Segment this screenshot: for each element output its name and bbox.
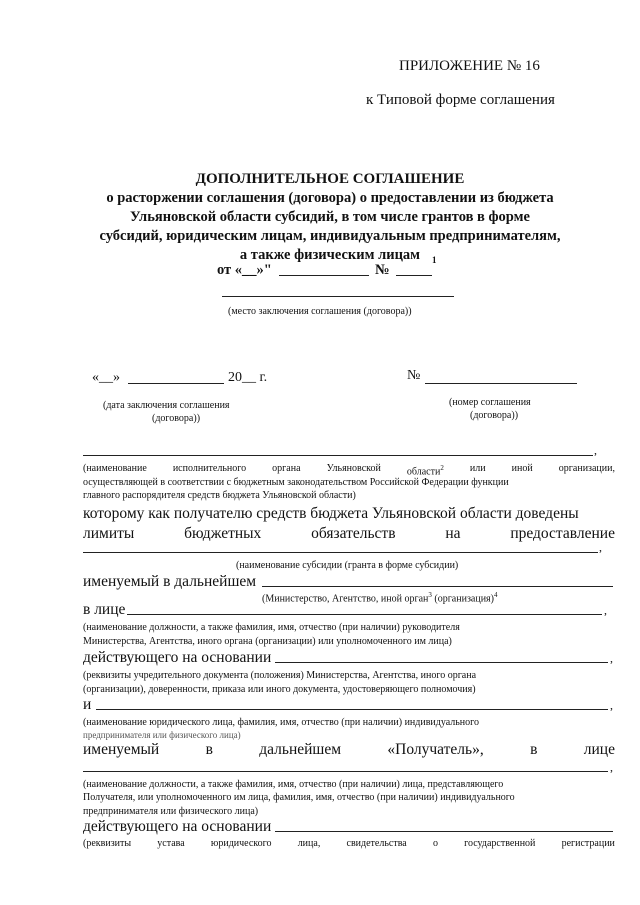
organ-caption: главного распорядителя средств бюджета Ульяновской области)	[83, 490, 356, 501]
caption-word: устава	[157, 838, 185, 849]
docs-caption: (реквизиты учредительного документа (положения) Министерства, Агентства, иного органа	[83, 670, 477, 681]
caption-word: области	[406, 466, 441, 478]
recipient-person-line[interactable]	[83, 771, 608, 772]
number-caption: (договора))	[470, 410, 519, 421]
docs-caption: (организации), доверенности, приказа или иного документа, удостоверяющего полномочия)	[83, 684, 476, 695]
caption-word: лица,	[297, 838, 321, 849]
date-quotes: «__»	[92, 370, 120, 385]
footnote-1: 1	[432, 255, 437, 265]
caption-word: или	[469, 463, 486, 474]
date-caption: (договора))	[152, 413, 201, 424]
recipient-comma: ,	[610, 760, 613, 774]
text-word: именуемый	[83, 741, 160, 758]
doc-title-line: субсидий, юридическим лицам, индивидуальным предпринимателям,	[99, 228, 561, 244]
text-word: в	[530, 741, 538, 758]
date-year: 20__ г.	[228, 370, 268, 385]
acting-comma: ,	[610, 651, 613, 665]
recipient-line[interactable]	[96, 709, 608, 710]
caption-word: иной	[511, 463, 533, 474]
doc-title-line: о расторжении соглашения (договора) о предоставлении из бюджета	[106, 190, 554, 206]
organ-caption: осуществляющей в соответствии с бюджетным законодательством Российской Федерации функции	[83, 477, 509, 488]
position-caption: (наименование должности, а также фамилия, имя, отчество (при наличии) руководителя	[83, 622, 460, 633]
acting2-label: действующего на основании	[83, 818, 272, 835]
text-word: обязательств	[311, 525, 396, 542]
caption-word: (реквизиты	[83, 838, 132, 849]
title-date-label: от «__»"	[217, 262, 272, 278]
appendix-number: ПРИЛОЖЕНИЕ № 16	[399, 58, 540, 74]
named-line[interactable]	[262, 586, 613, 587]
ministry-caption	[262, 589, 497, 605]
subsidy-caption: (наименование субсидии (гранта в форме субсидии)	[236, 560, 459, 571]
named-label: именуемый в дальнейшем	[83, 573, 257, 590]
in-person-line[interactable]	[127, 614, 602, 615]
caption-word: Ульяновской	[326, 463, 381, 474]
footnote-4: 4	[493, 591, 498, 599]
date-caption: (дата заключения соглашения	[103, 400, 230, 411]
title-number-sign: №	[375, 262, 390, 278]
ministry-caption-text: (Министерство, Агентство, иной орган	[262, 593, 429, 605]
limits-text-2	[83, 525, 615, 543]
caption-word: органа	[272, 463, 301, 474]
footnote-3: 3	[428, 591, 432, 599]
number-caption: (номер соглашения	[449, 397, 531, 408]
place-line[interactable]	[222, 296, 454, 297]
date-line[interactable]	[128, 383, 224, 384]
ministry-caption-text: (организация)	[434, 593, 494, 605]
doc-title	[60, 170, 600, 265]
limits-text-1: которому как получателю средств бюджета Ульяновской области доведены	[83, 505, 579, 522]
doc-title-main: ДОПОЛНИТЕЛЬНОЕ СОГЛАШЕНИЕ	[195, 171, 465, 187]
text-word: лице	[583, 741, 615, 758]
and-comma: ,	[610, 698, 613, 712]
in-person-label: в лице	[83, 601, 126, 618]
organ-line[interactable]	[83, 455, 593, 456]
position-caption: Министерства, Агентства, иного органа (организации) или уполномоченного им лица)	[83, 636, 452, 647]
text-word: лимиты	[83, 525, 135, 542]
caption-word: (наименование	[83, 463, 147, 474]
agreement-number-line[interactable]	[425, 383, 577, 384]
footnote-2: 2	[440, 464, 444, 472]
text-word: «Получатель»,	[387, 741, 484, 758]
doc-title-line: Ульяновской области субсидий, в том числе грантов в форме	[130, 209, 530, 225]
recipient-text	[83, 741, 615, 759]
title-number-line[interactable]	[396, 275, 432, 276]
appendix-subtitle: к Типовой форме соглашения	[366, 92, 555, 108]
text-word: дальнейшем	[259, 741, 342, 758]
acting-label: действующего на основании	[83, 649, 272, 666]
rpos-caption: (наименование должности, а также фамилия, имя, отчество (при наличии) лица, представляющего	[83, 779, 504, 790]
text-word: предоставление	[510, 525, 615, 542]
text-word: на	[445, 525, 461, 542]
text-word: в	[205, 741, 213, 758]
text-word: бюджетных	[184, 525, 262, 542]
and-label: и	[83, 696, 92, 713]
agreement-number-sign: №	[407, 368, 421, 383]
last-caption-row	[83, 837, 615, 850]
caption-word: свидетельства	[346, 838, 407, 849]
legal-caption: (наименование юридического лица, фамилия, имя, отчество (при наличии) индивидуального	[83, 717, 480, 728]
subsidy-line[interactable]	[83, 552, 598, 553]
rpos-caption: предпринимателя или физического лица)	[83, 806, 259, 817]
rpos-caption: Получателя, или уполномоченного им лица, фамилия, имя, отчество (при наличии) индивидуального	[83, 792, 515, 803]
legal-caption: предпринимателя или физического лица)	[83, 730, 241, 740]
caption-word: организации,	[558, 463, 615, 474]
subsidy-comma: ,	[599, 540, 602, 554]
caption-word: юридического	[210, 838, 272, 849]
acting2-line[interactable]	[275, 831, 613, 832]
in-person-comma: ,	[604, 603, 607, 617]
acting-line[interactable]	[275, 662, 608, 663]
place-caption: (место заключения соглашения (договора))	[228, 306, 412, 317]
caption-word: исполнительного	[172, 463, 247, 474]
doc-title-line: а также физическим лицам	[239, 247, 421, 263]
organ-comma: ,	[594, 443, 597, 457]
caption-word: о	[432, 838, 438, 849]
caption-word: регистрации	[561, 838, 615, 849]
caption-word: государственной	[464, 838, 536, 849]
title-date-line[interactable]	[279, 275, 369, 276]
